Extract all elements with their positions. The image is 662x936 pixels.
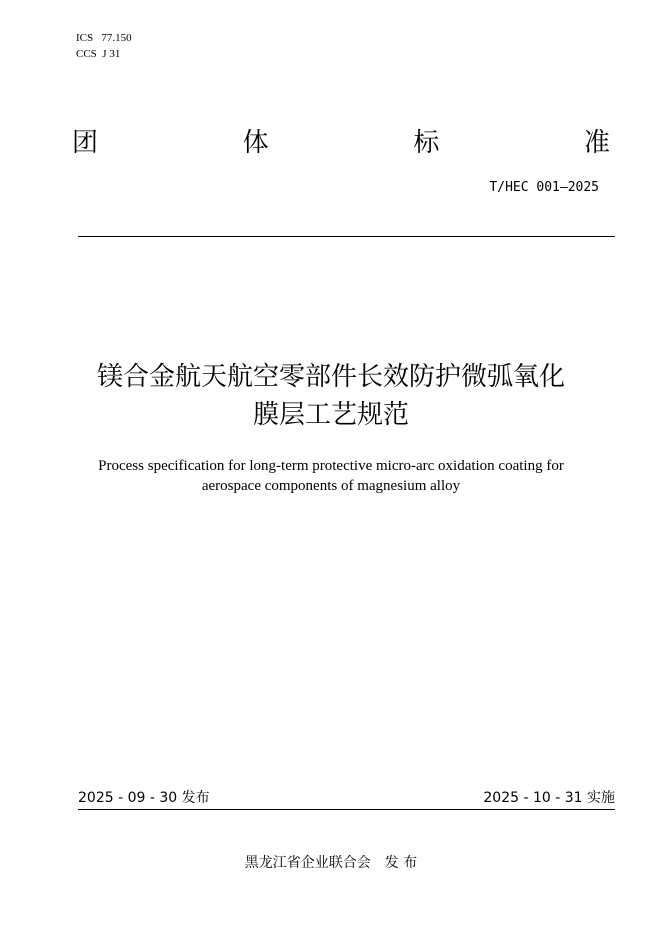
ccs-code: J 31: [102, 48, 121, 60]
chinese-title-line-1: 镁合金航天航空零部件长效防护微弧氧化: [96, 362, 565, 392]
ccs-label: CCS: [76, 48, 97, 60]
standard-type-char: 团: [72, 128, 99, 158]
standard-type-char: 标: [413, 128, 440, 158]
english-title-line-1: Process specification for long-term protective micro-arc oxidation coating for: [98, 458, 564, 474]
ics-row: [76, 30, 132, 46]
english-title: [40, 456, 622, 496]
standard-type-char: 体: [242, 128, 269, 158]
issuer-action: 发 布: [384, 855, 418, 871]
bottom-divider: [78, 809, 615, 810]
ics-label: ICS: [76, 32, 94, 44]
implement-date: 2025 - 10 - 31 实施: [483, 790, 615, 806]
chinese-title: [40, 358, 622, 434]
top-divider: [78, 236, 615, 237]
classification-codes: [76, 30, 132, 62]
issuer-line: [0, 854, 662, 872]
ccs-row: [76, 46, 132, 62]
chinese-title-line-2: 膜层工艺规范: [252, 400, 409, 430]
standard-type-char: 准: [583, 128, 610, 158]
issuer-name: 黑龙江省企业联合会: [244, 855, 371, 871]
publish-date: 2025 - 09 - 30 发布: [78, 790, 210, 806]
english-title-line-2: aerospace components of magnesium alloy: [201, 478, 461, 494]
standard-number: T/HEC 001—2025: [489, 180, 599, 195]
ics-code: 77.150: [101, 32, 132, 44]
standard-type-heading: [72, 126, 610, 160]
